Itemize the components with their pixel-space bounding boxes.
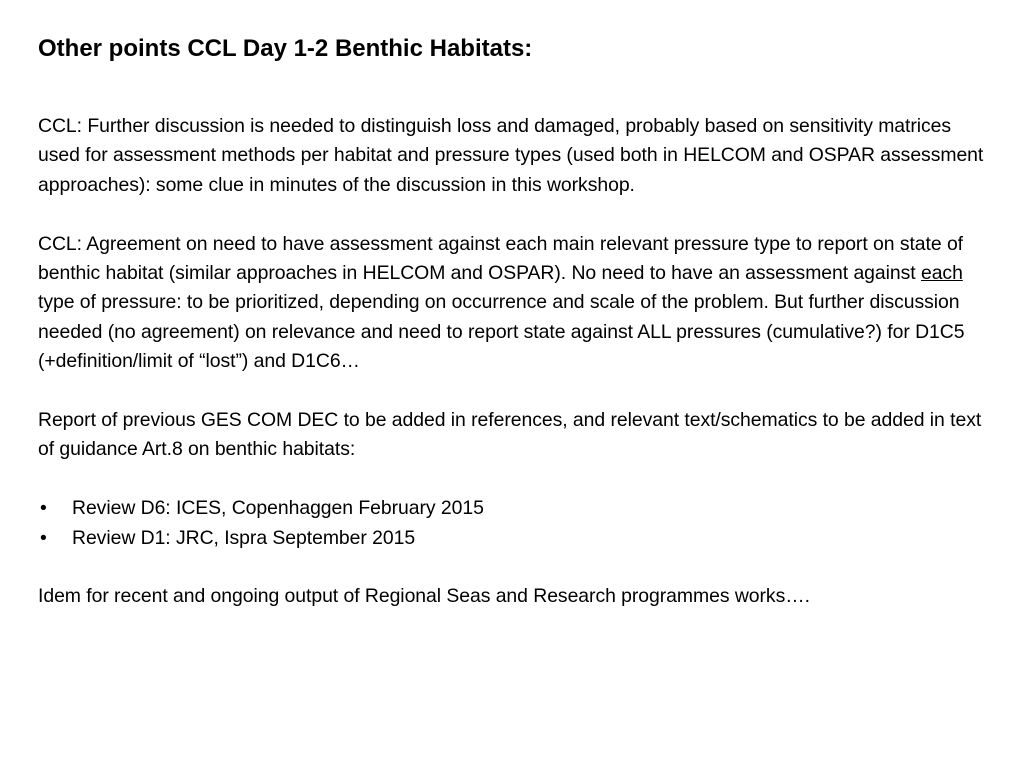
bullet-text: Review D1: JRC, Ispra September 2015 (72, 526, 416, 549)
bullet-item-review-d6 (38, 494, 988, 523)
slide (38, 34, 988, 641)
review-bullet-list (38, 494, 988, 553)
paragraph-report-references: Report of previous GES COM DEC to be added in references, and relevant text/schematics to be added in text of guidance Art.8 on benthic habitats: (38, 409, 982, 461)
bullet-dot-icon: • (40, 526, 47, 549)
paragraph-loss-damaged: CCL: Further discussion is needed to distinguish loss and damaged, probably based on sensitivity matrices used for assessment methods per habitat and pressure types (used both in HELCOM and OSPAR assessment approaches): some clue in minutes of the discussion in this workshop. (38, 115, 984, 196)
paragraph-pressure-text-end: type of pressure: to be prioritized, depending on occurrence and scale of the problem. But further discussion needed (no agreement) on relevance and need to report state against ALL pressures (cumulative?) for D1C5 (+definition/limit of “lost”) and D1C6… (38, 291, 965, 373)
slide-title: Other points CCL Day 1-2 Benthic Habitats: (38, 35, 533, 62)
paragraph-pressure-text-start: CCL: Agreement on need to have assessment against each main relevant pressure type to report on state of benthic habitat (similar approaches in HELCOM and OSPAR). No need to have an assessment against (38, 232, 964, 285)
bullet-dot-icon: • (40, 497, 47, 520)
slide-body (38, 112, 988, 612)
bullet-item-review-d1 (38, 524, 988, 553)
bullet-text: Review D6: ICES, Copenhaggen February 2015 (72, 497, 484, 520)
paragraph-regional-seas: Idem for recent and ongoing output of Regional Seas and Research programmes works…. (38, 585, 810, 608)
underlined-word-each: each (920, 262, 963, 285)
paragraph-pressure-assessment (38, 230, 988, 377)
